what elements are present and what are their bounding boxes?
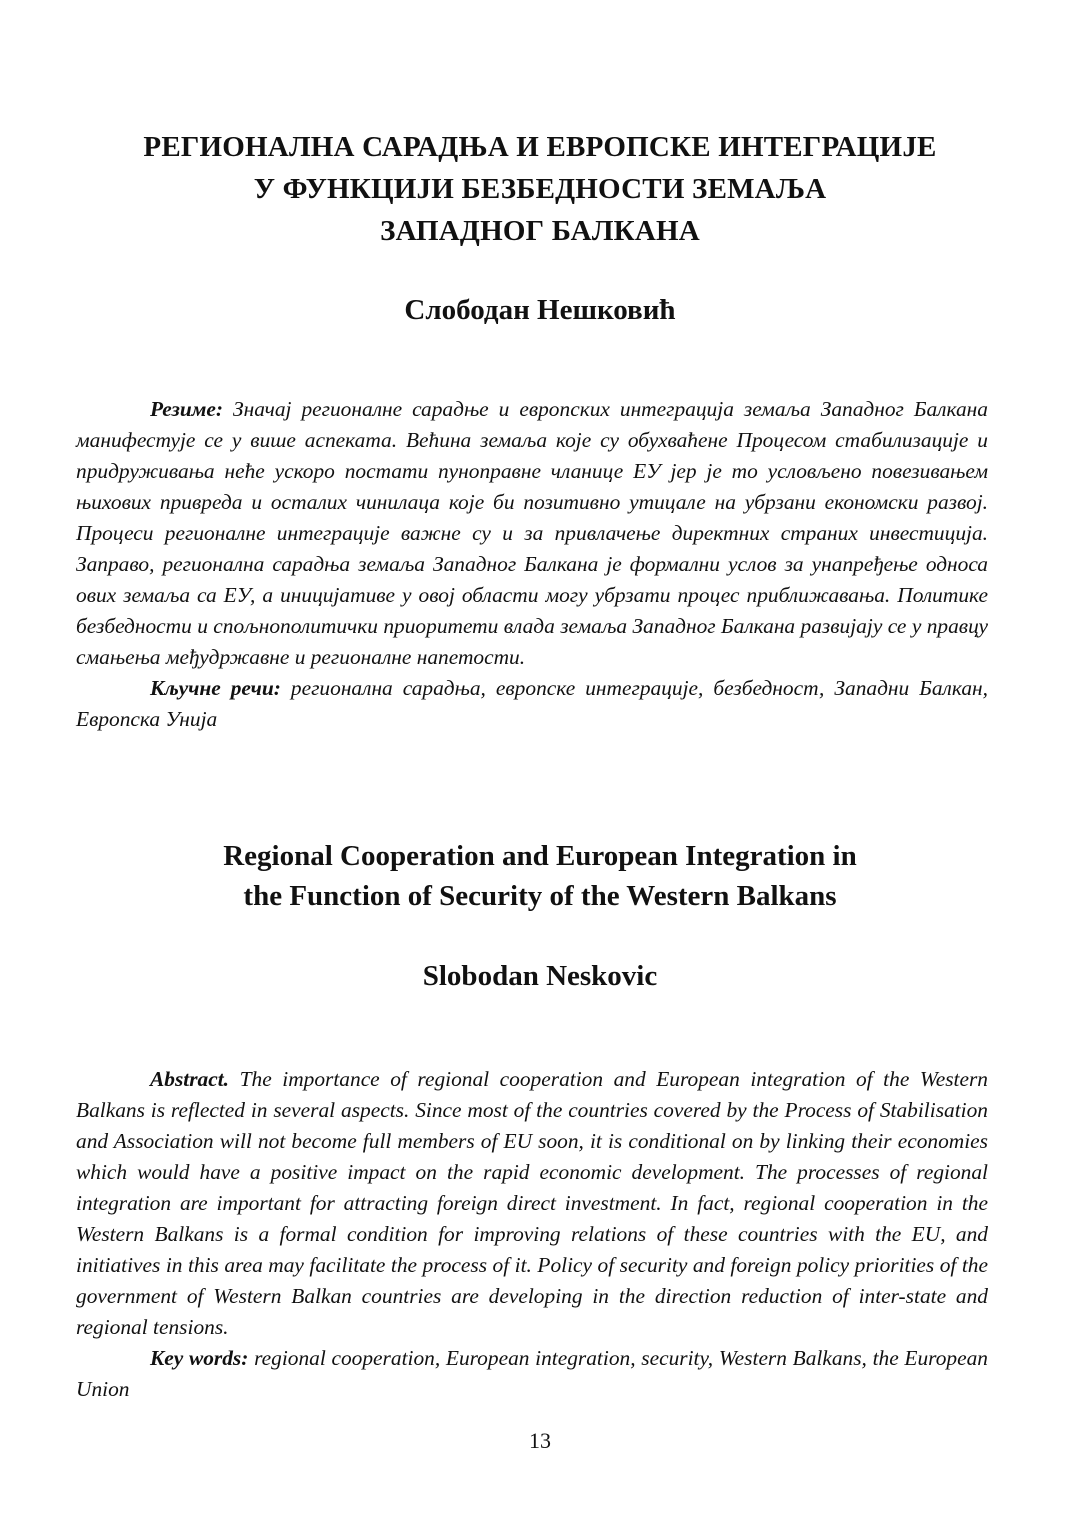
english-title-line-2: the Function of Security of the Western Balkans [243,880,837,912]
serbian-abstract-section [76,394,988,735]
english-title-line-1: Regional Cooperation and European Integration in [223,840,857,872]
english-author: Slobodan Neskovic [422,960,658,992]
english-keywords-label: Key words: [150,1346,249,1370]
serbian-keywords-label: Кључне речи: [150,676,281,700]
english-abstract-section [76,1064,988,1405]
page-number: 13 [529,1428,551,1453]
english-abstract-paragraph [76,1064,988,1343]
english-keywords-paragraph [76,1343,988,1405]
serbian-author: Слободан Нешковић [404,294,676,326]
serbian-title [60,126,1020,252]
serbian-title-line-3: ЗАПАДНОГ БАЛКАНА [380,215,700,247]
english-keywords-text: regional cooperation, European integration, security, Western Balkans, the European Union [76,1346,988,1401]
english-abstract-text: The importance of regional cooperation and European integration of the Western Balkans is reflected in several aspects. Since most of the countries covered by the Process of Stabilisation and Association will not become full members of EU soon, it is conditional on by linking their economies which would have a positive impact on the rapid economic development. The processes of regional integration are important for attracting foreign direct investment. In fact, regional cooperation in the Western Balkans is a formal condition for improving relations of these countries with the EU, and initiatives in this area may facilitate the process of it. Policy of security and foreign policy priorities of the government of Western Balkan countries are developing in the direction reduction of inter-state and regional tensions. [76,1067,988,1339]
serbian-abstract-paragraph [76,394,988,673]
english-title [60,836,1020,916]
serbian-keywords-paragraph [76,673,988,735]
serbian-abstract-text: Значај регионалне сарадње и европских интеграција земаља Западног Балкана манифестује се у више аспеката. Већина земаља које су обухваћене Процесом стабилизације и придруживања неће ускоро постати пуноправне чланице ЕУ јер је то условљено повезивањем њихових привреда и осталих чинилаца које би позитивно утицале на убрзани економски развој. Процеси регионалне интеграције важне су и за привлачење директних страних инвестиција. Заправо, регионална сарадња земаља Западног Балкана је формални услов за унапређење односа ових земаља са ЕУ, а иницијативе у овој области могу убрзати процес приближавања. Политике безбедности и спољнополитички приоритети влада земаља Западног Балкана развијају се у правцу смањења међудржавне и регионалне напетости. [76,397,988,669]
serbian-title-line-2: У ФУНКЦИЈИ БЕЗБЕДНОСТИ ЗЕМАЉА [253,173,827,205]
serbian-title-line-1: РЕГИОНАЛНА САРАДЊА И ЕВРОПСКЕ ИНТЕГРАЦИЈЕ [143,131,937,163]
serbian-keywords-text: регионална сарадња, европске интеграције, безбедност, Западни Балкан, Европска Унија [76,676,988,731]
english-abstract-label: Abstract. [150,1067,230,1091]
serbian-abstract-label: Резиме: [150,397,224,421]
